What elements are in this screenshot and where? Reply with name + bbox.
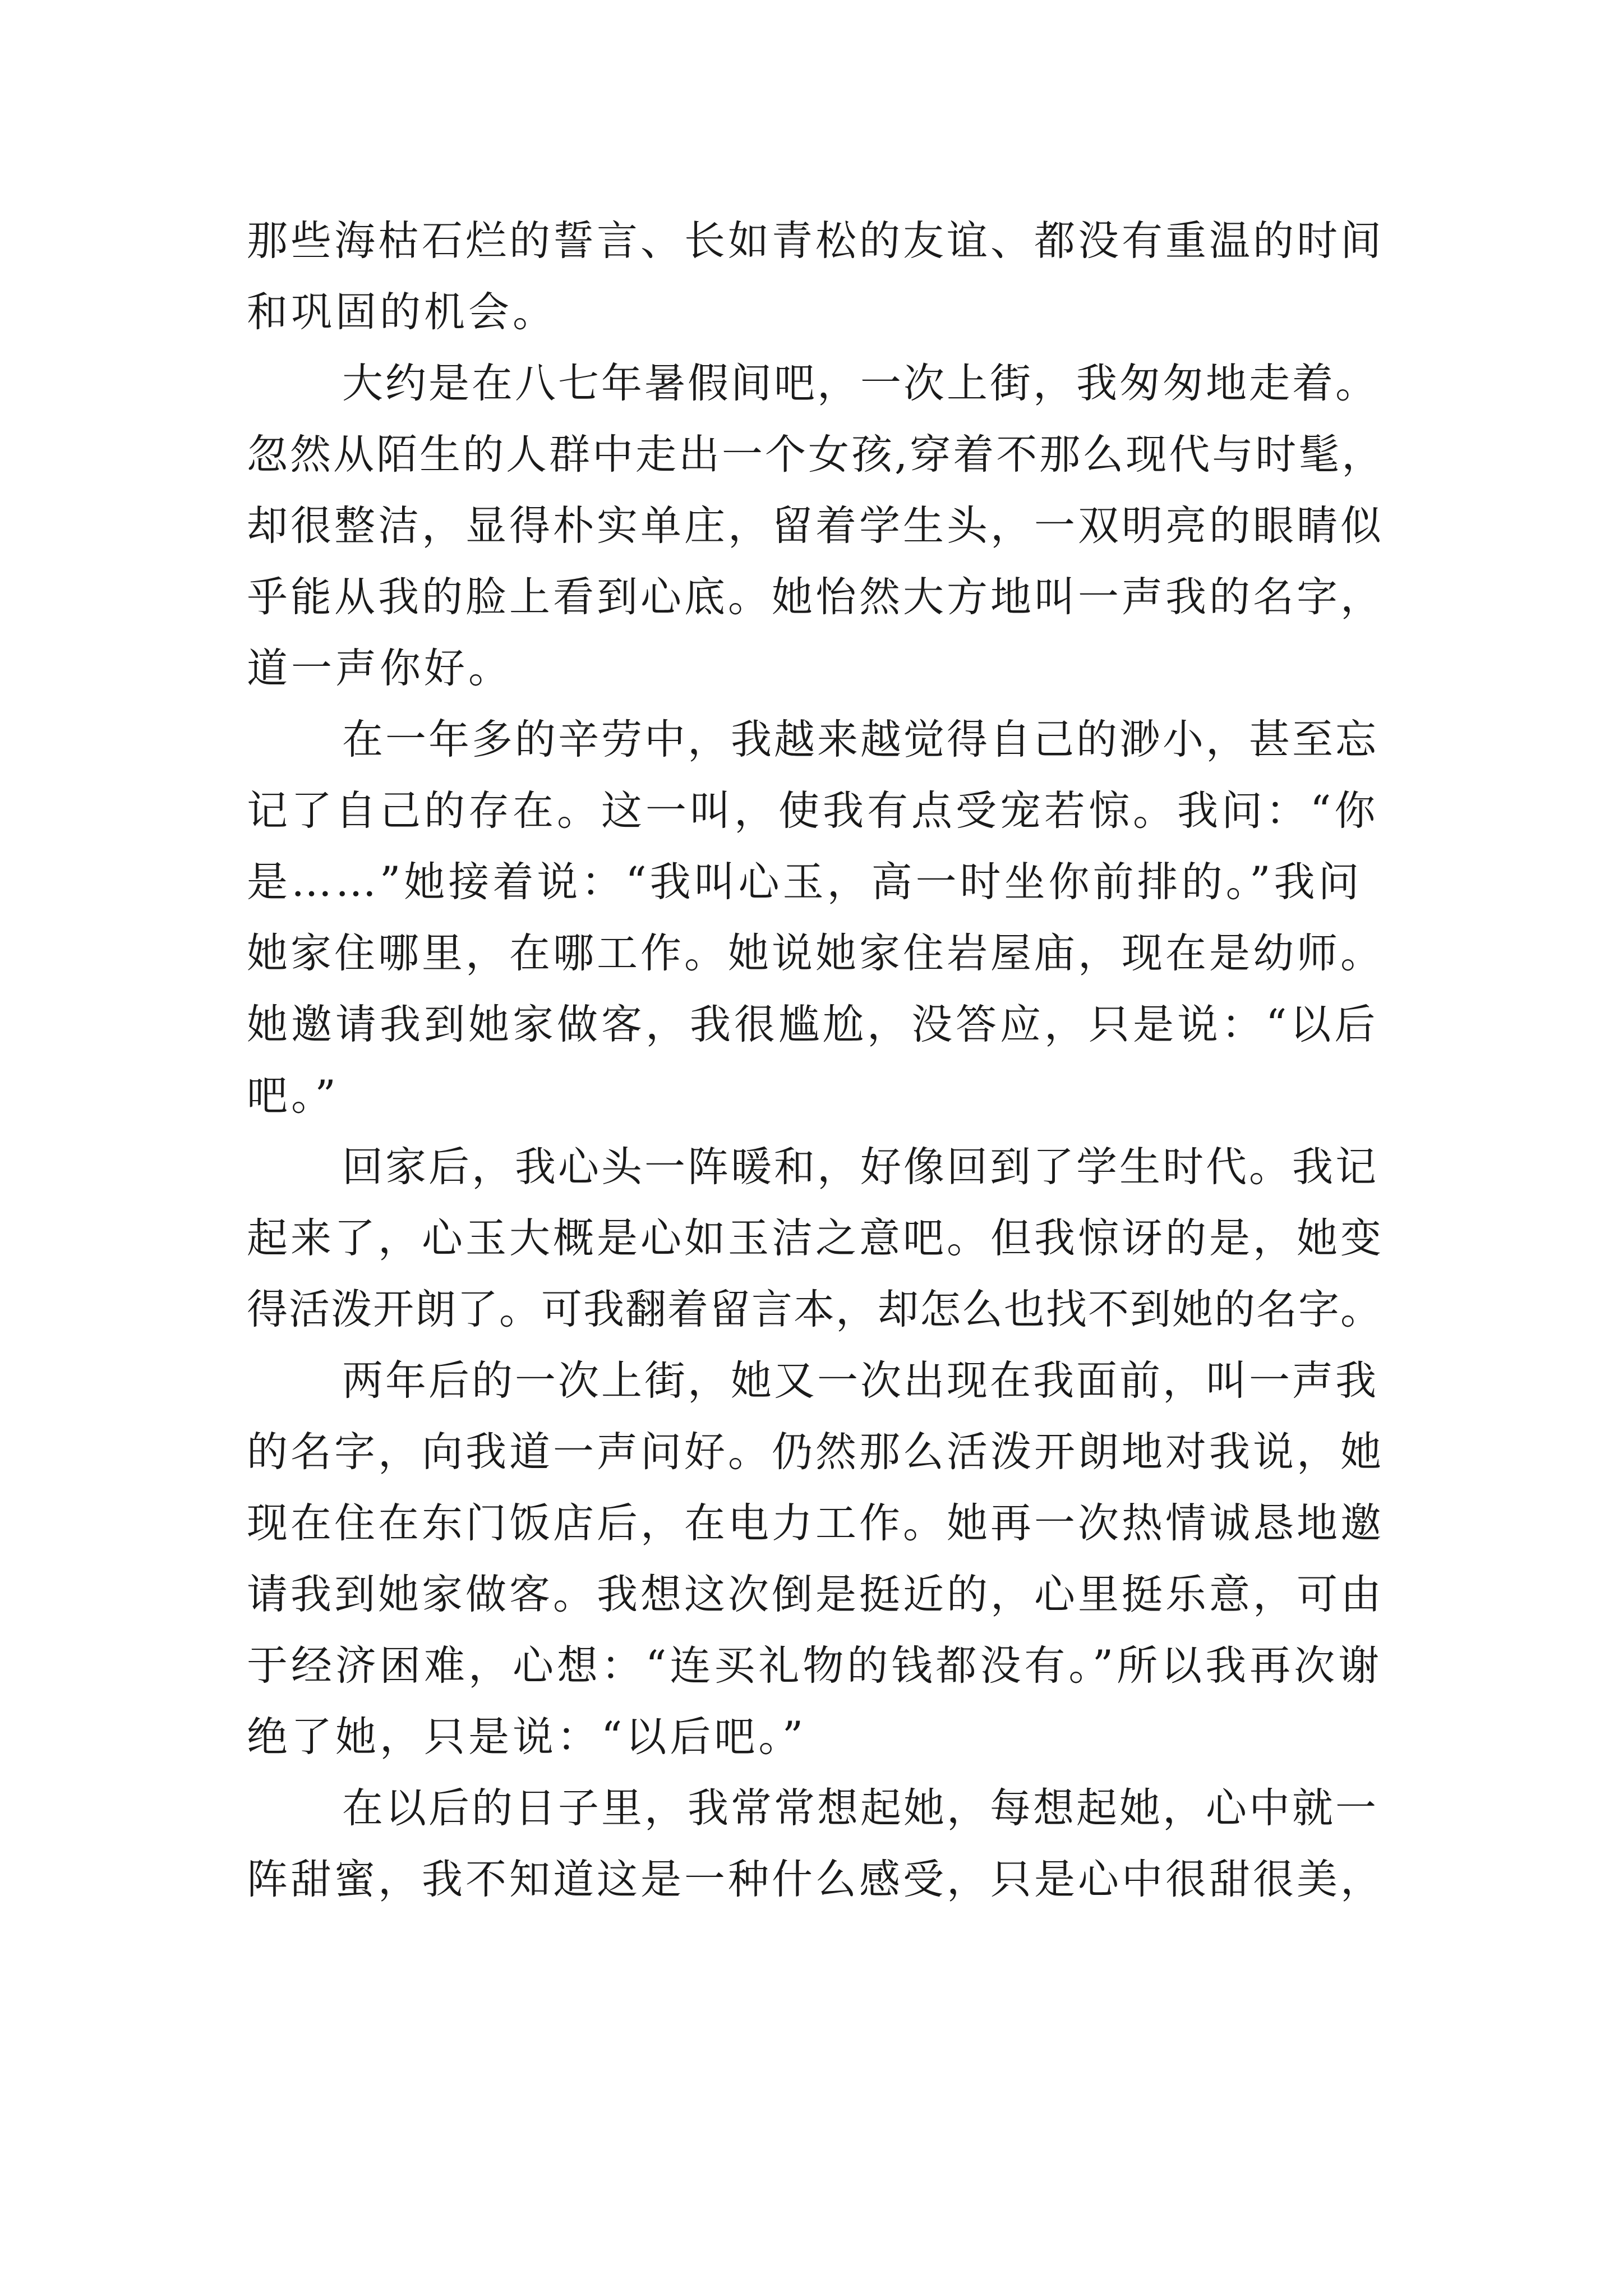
text-line: 起来了，心玉大概是心如玉洁之意吧。但我惊讶的是，她变 (247, 1214, 1384, 1262)
text-line: 和巩固的机会。 (247, 288, 557, 336)
text-line: 道一声你好。 (247, 645, 513, 692)
text-line: 是……”她接着说：“我叫心玉，高一时坐你前排的。”我问 (247, 858, 1363, 906)
paragraph-first-line: 大约是在八七年暑假间吧，一次上街，我匆匆地走着。 (342, 360, 1378, 407)
text-line: 她家住哪里，在哪工作。她说她家住岩屋庙，现在是幼师。 (247, 930, 1384, 977)
text-line: 吧。” (247, 1072, 339, 1120)
paragraph-first-line: 在以后的日子里，我常常想起她，每想起她，心中就一 (342, 1784, 1378, 1832)
paragraph-first-line: 两年后的一次上街，她又一次出现在我面前，叫一声我 (342, 1357, 1378, 1405)
text-line: 忽然从陌生的人群中走出一个女孩,穿着不那么现代与时髦， (247, 431, 1385, 478)
text-line: 那些海枯石烂的誓言、长如青松的友谊、都没有重温的时间 (247, 217, 1384, 265)
text-line: 却很整洁，显得朴实单庄，留着学生头，一双明亮的眼睛似 (247, 502, 1384, 550)
paragraph-first-line: 在一年多的辛劳中，我越来越觉得自己的渺小，甚至忘 (342, 716, 1378, 763)
paragraph-first-line: 回家后，我心头一阵暖和，好像回到了学生时代。我记 (342, 1143, 1378, 1191)
text-line: 绝了她，只是说：“以后吧。” (247, 1713, 807, 1761)
text-line: 现在住在东门饭店后，在电力工作。她再一次热情诚恳地邀 (247, 1499, 1384, 1547)
text-line: 记了自己的存在。这一叫，使我有点受宠若惊。我问：“你 (247, 787, 1379, 835)
text-line: 阵甜蜜，我不知道这是一种什么感受，只是心中很甜很美， (247, 1856, 1384, 1903)
text-line: 乎能从我的脸上看到心底。她怡然大方地叫一声我的名字， (247, 573, 1384, 621)
text-line: 得活泼开朗了。可我翻着留言本，却怎么也找不到她的名字。 (247, 1286, 1382, 1333)
text-line: 她邀请我到她家做客，我很尴尬，没答应，只是说：“以后 (247, 1001, 1379, 1048)
text-line: 请我到她家做客。我想这次倒是挺近的，心里挺乐意，可由 (247, 1571, 1384, 1618)
text-line: 于经济困难，心想：“连买礼物的钱都没有。”所以我再次谢 (247, 1642, 1383, 1690)
text-line: 的名字，向我道一声问好。仍然那么活泼开朗地对我说，她 (247, 1428, 1384, 1476)
